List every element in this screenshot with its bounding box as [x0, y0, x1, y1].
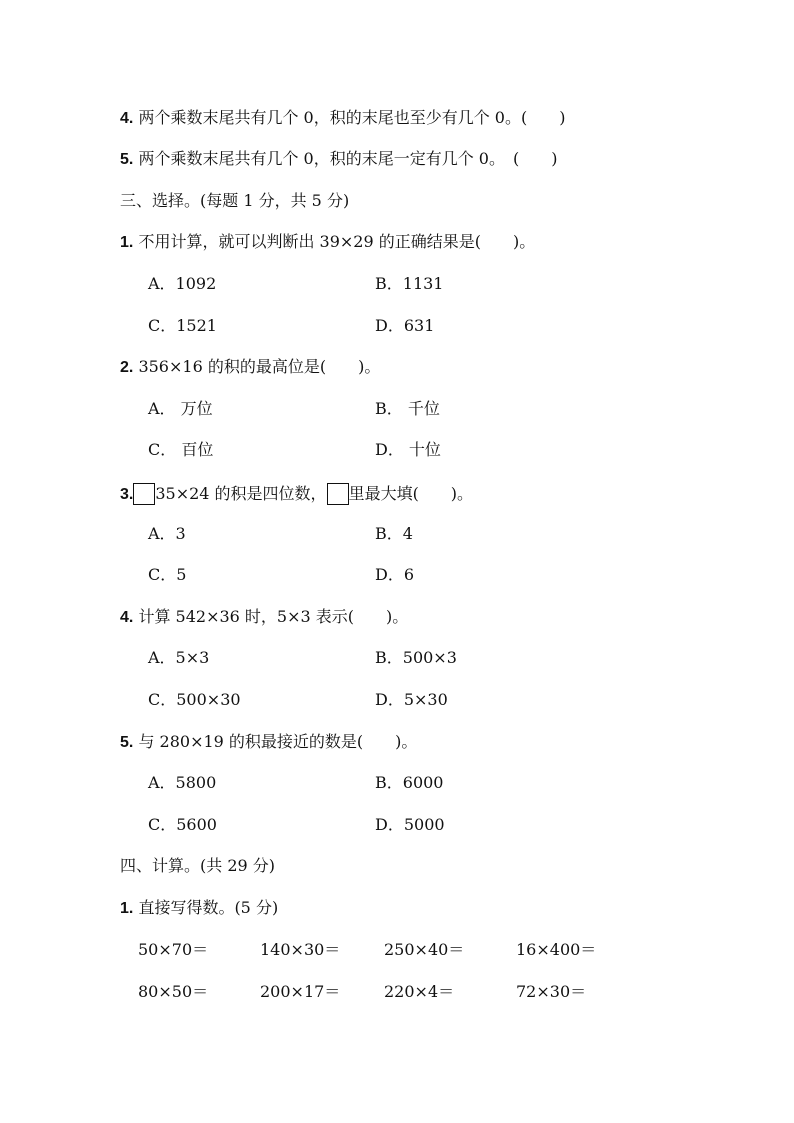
option-c[interactable]: C．500×30: [148, 690, 241, 709]
question-1: [120, 231, 535, 254]
item-text: 两个乘数末尾共有几个 0，积的末尾一定有几个 0。 ( ): [138, 149, 558, 168]
question-number: 3.: [120, 486, 134, 503]
option-d[interactable]: D．5000: [375, 815, 445, 834]
option-b[interactable]: B．1131: [375, 274, 444, 293]
option-c[interactable]: C．5600: [148, 815, 217, 834]
section-4-sub-1: [120, 897, 278, 920]
calc-item[interactable]: 80×50＝: [138, 982, 209, 1001]
calc-item[interactable]: 50×70＝: [138, 940, 209, 959]
option-c[interactable]: C． 百位: [148, 440, 214, 459]
blank-box[interactable]: [133, 483, 155, 505]
question-text: 与 280×19 的积最接近的数是( )。: [138, 732, 418, 751]
question-5: [120, 731, 417, 754]
question-text: 356×16 的积的最高位是( )。: [138, 357, 381, 376]
option-b[interactable]: B．6000: [375, 773, 444, 792]
blank-box[interactable]: [327, 483, 349, 505]
option-d[interactable]: D．631: [375, 316, 435, 335]
option-d[interactable]: D． 十位: [375, 440, 441, 459]
calc-item[interactable]: 250×40＝: [384, 940, 465, 959]
option-a[interactable]: A． 万位: [148, 399, 213, 418]
question-number: 4.: [120, 609, 134, 626]
question-2: [120, 356, 380, 379]
question-text: 计算 542×36 时，5×3 表示( )。: [138, 607, 409, 626]
section-3-heading: 三、选择。(每题 1 分，共 5 分): [120, 191, 350, 210]
option-b[interactable]: B．500×3: [375, 648, 457, 667]
judge-item-4: [120, 107, 565, 130]
judge-item-5: [120, 148, 557, 171]
question-text: 直接写得数。(5 分): [138, 898, 279, 917]
option-d[interactable]: D．5×30: [375, 690, 448, 709]
question-number: 2.: [120, 359, 134, 376]
calc-item[interactable]: 220×4＝: [384, 982, 455, 1001]
option-c[interactable]: C．1521: [148, 316, 217, 335]
calc-item[interactable]: 140×30＝: [260, 940, 341, 959]
option-a[interactable]: A．5800: [148, 773, 217, 792]
option-b[interactable]: B．4: [375, 524, 413, 543]
question-number: 1.: [120, 900, 134, 917]
question-text-b: 里最大填( )。: [348, 484, 474, 503]
option-c[interactable]: C．5: [148, 565, 187, 584]
question-number: 5.: [120, 734, 134, 751]
option-a[interactable]: A．3: [148, 524, 186, 543]
item-number: 4.: [120, 110, 134, 127]
option-a[interactable]: A．5×3: [148, 648, 210, 667]
question-number: 1.: [120, 234, 134, 251]
question-4: [120, 606, 408, 629]
question-text: 不用计算，就可以判断出 39×29 的正确结果是( )。: [138, 232, 536, 251]
item-text: 两个乘数末尾共有几个 0，积的末尾也至少有几个 0。( ): [138, 108, 566, 127]
calc-item[interactable]: 200×17＝: [260, 982, 341, 1001]
question-3: [120, 483, 473, 506]
item-number: 5.: [120, 151, 134, 168]
option-b[interactable]: B． 千位: [375, 399, 440, 418]
question-text-a: 35×24 的积是四位数，: [155, 484, 327, 503]
option-d[interactable]: D．6: [375, 565, 415, 584]
calc-item[interactable]: 72×30＝: [516, 982, 587, 1001]
section-4-heading: 四、计算。(共 29 分): [120, 856, 276, 875]
calc-item[interactable]: 16×400＝: [516, 940, 597, 959]
option-a[interactable]: A．1092: [148, 274, 217, 293]
